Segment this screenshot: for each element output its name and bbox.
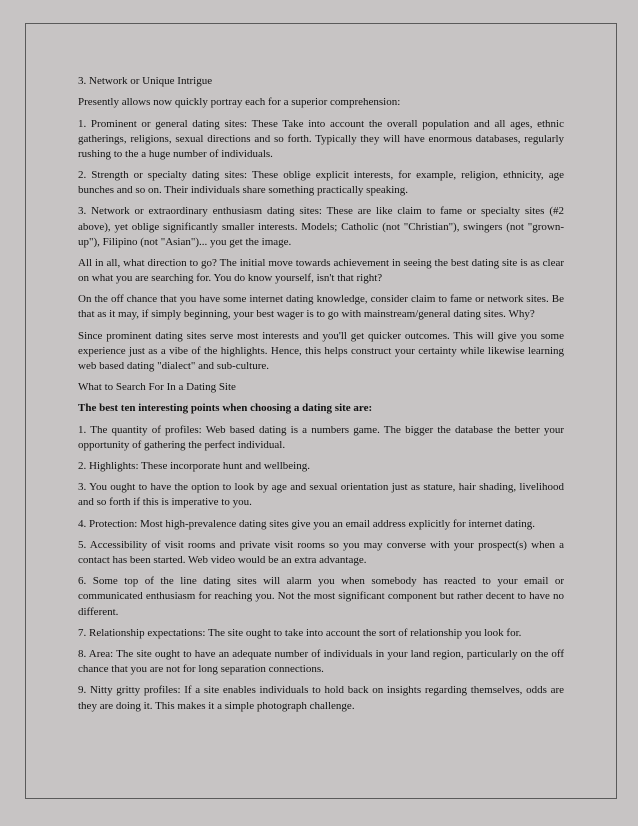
list-item-protection: 4. Protection: Most high-prevalence dating sites give you an email address explicitly for internet dating.	[78, 517, 535, 530]
paragraph-prominent-sites: Since prominent dating sites serve most interests and you'll get quicker outcomes. This will give you some experience just as a vibe of the highlights. Hence, this helps construct your certainty while likewise learning web based dating "dialect" and sub-culture.	[78, 329, 564, 372]
list-item-search-options: 3. You ought to have the option to look by age and sexual orientation just as stature, hair shading, livelihood and so forth if this is imperative to you.	[78, 481, 564, 509]
list-item-chat-rooms: 5. Accessibility of visit rooms and private visit rooms so you may converse with your prospect(s) when a contact has been started. Web video would be an extra advantage.	[78, 538, 564, 567]
list-item-area: 8. Area: The site ought to have an adequate number of individuals in your land region, particularly on the off chance that you are not for long separation connections.	[78, 648, 564, 676]
list-item-profiles: 1. The quantity of profiles: Web based dating is a numbers game. The bigger the database the better your opportunity of gathering the perfect individual.	[78, 423, 564, 451]
list-item-detailed-profiles: 9. Nitty gritty profiles: If a site enables individuals to hold back on insights regarding themselves, odds are they are doing it. This makes it a simple photograph challenge.	[78, 684, 564, 712]
paragraph-general-sites: 1. Prominent or general dating sites: These Take into account the overall population and all ages, ethnic gatherings, religions, sexual directions and so forth. Typically they will have enormous databases, regularly rushing to the a huge number of individuals.	[78, 117, 564, 160]
paragraph-specialty-sites: 2. Strength or specialty dating sites: These oblige explicit interests, for example, religion, ethnicity, age bunches and so on. Their individuals share something practically speaking.	[78, 169, 564, 197]
paragraph-search-heading: What to Search For In a Dating Site	[78, 381, 236, 394]
paragraph-intro: Presently allows now quickly portray each for a superior comprehension:	[78, 96, 401, 109]
document-body	[78, 74, 564, 720]
paragraph-network-sites: 3. Network or extraordinary enthusiasm dating sites: These are like claim to fame or specialty sites (#2 above), yet oblige significantly smaller interests. Models; Catholic (not "Christian"), swingers (not "grown-up"), Filipino (not "Asian")... you get the image.	[78, 205, 564, 248]
list-item-highlights: 2. Highlights: These incorporate hunt and wellbeing.	[78, 460, 310, 473]
paragraph-top-ten-heading: The best ten interesting points when choosing a dating site are:	[78, 402, 373, 415]
list-item-alerts: 6. Some top of the line dating sites will alarm you when somebody has reacted to your email or communicated enthusiasm for reaching you. Not the most significant component but rather decent to have no different.	[78, 575, 564, 618]
paragraph-network-heading: 3. Network or Unique Intrigue	[78, 75, 213, 87]
paragraph-direction: All in all, what direction to go? The initial move towards achievement in seeing the best dating site is as clear on what you are searching for. You do know yourself, isn't that right?	[78, 256, 564, 284]
paragraph-experience: On the off chance that you have some internet dating knowledge, consider claim to fame or network sites. Be that as it may, if simply beginning, your best wager is to go with mainstream/general dating sites. Why?	[78, 293, 564, 321]
list-item-relationship: 7. Relationship expectations: The site ought to take into account the sort of relationship you look for.	[78, 626, 522, 639]
